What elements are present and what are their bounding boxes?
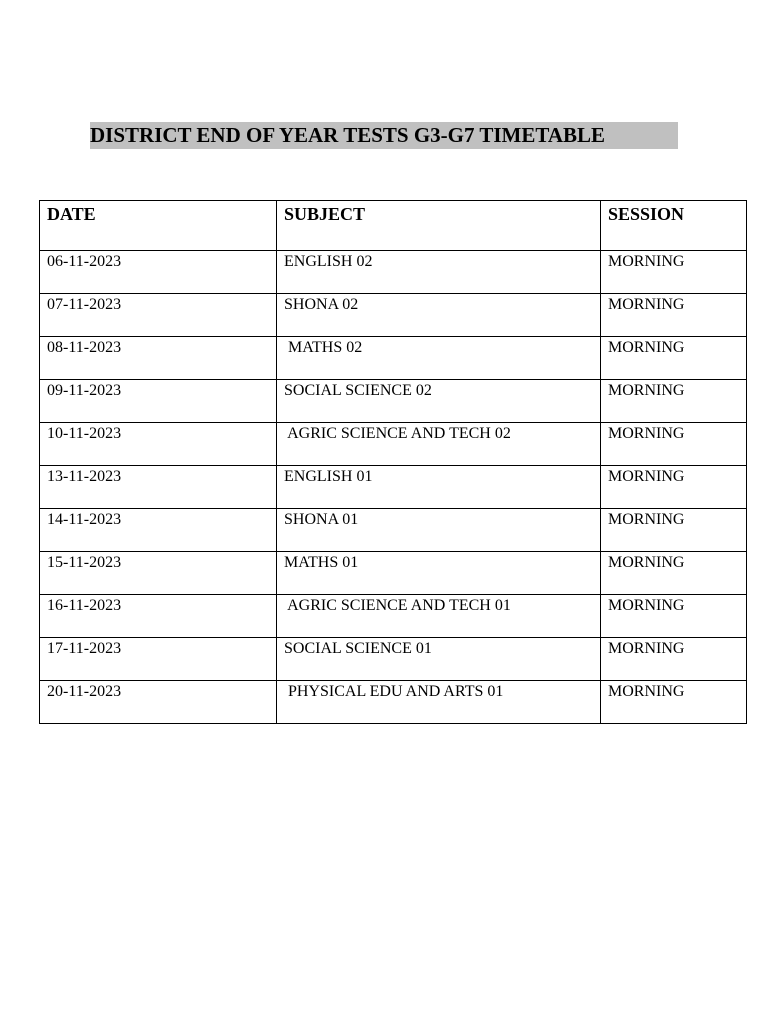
date-cell: 09-11-2023 — [40, 380, 277, 423]
date-cell: 17-11-2023 — [40, 638, 277, 681]
session-cell: MORNING — [601, 380, 747, 423]
timetable-table — [39, 200, 747, 724]
date-cell: 16-11-2023 — [40, 595, 277, 638]
subject-cell: AGRIC SCIENCE AND TECH 02 — [277, 423, 601, 466]
subject-cell: SHONA 01 — [277, 509, 601, 552]
session-cell: MORNING — [601, 595, 747, 638]
table-row — [40, 251, 747, 294]
subject-cell: PHYSICAL EDU AND ARTS 01 — [277, 681, 601, 724]
table-row — [40, 337, 747, 380]
document-title: DISTRICT END OF YEAR TESTS G3-G7 TIMETABLE — [90, 122, 678, 149]
session-cell: MORNING — [601, 638, 747, 681]
date-cell: 06-11-2023 — [40, 251, 277, 294]
subject-cell: MATHS 02 — [277, 337, 601, 380]
header-date: DATE — [40, 201, 277, 251]
date-cell: 13-11-2023 — [40, 466, 277, 509]
table-row — [40, 552, 747, 595]
date-cell: 07-11-2023 — [40, 294, 277, 337]
date-cell: 20-11-2023 — [40, 681, 277, 724]
session-cell: MORNING — [601, 681, 747, 724]
date-cell: 15-11-2023 — [40, 552, 277, 595]
header-subject: SUBJECT — [277, 201, 601, 251]
subject-cell: ENGLISH 02 — [277, 251, 601, 294]
table-row — [40, 638, 747, 681]
session-cell: MORNING — [601, 552, 747, 595]
subject-cell: ENGLISH 01 — [277, 466, 601, 509]
header-session: SESSION — [601, 201, 747, 251]
session-cell: MORNING — [601, 509, 747, 552]
session-cell: MORNING — [601, 251, 747, 294]
subject-cell: SOCIAL SCIENCE 01 — [277, 638, 601, 681]
table-row — [40, 294, 747, 337]
subject-cell: SHONA 02 — [277, 294, 601, 337]
table-row — [40, 466, 747, 509]
subject-cell: MATHS 01 — [277, 552, 601, 595]
subject-cell: AGRIC SCIENCE AND TECH 01 — [277, 595, 601, 638]
date-cell: 14-11-2023 — [40, 509, 277, 552]
subject-cell: SOCIAL SCIENCE 02 — [277, 380, 601, 423]
session-cell: MORNING — [601, 294, 747, 337]
session-cell: MORNING — [601, 337, 747, 380]
table-row — [40, 380, 747, 423]
table-row — [40, 595, 747, 638]
date-cell: 10-11-2023 — [40, 423, 277, 466]
table-row — [40, 681, 747, 724]
session-cell: MORNING — [601, 466, 747, 509]
table-row — [40, 423, 747, 466]
date-cell: 08-11-2023 — [40, 337, 277, 380]
session-cell: MORNING — [601, 423, 747, 466]
table-row — [40, 509, 747, 552]
table-header-row — [40, 201, 747, 251]
